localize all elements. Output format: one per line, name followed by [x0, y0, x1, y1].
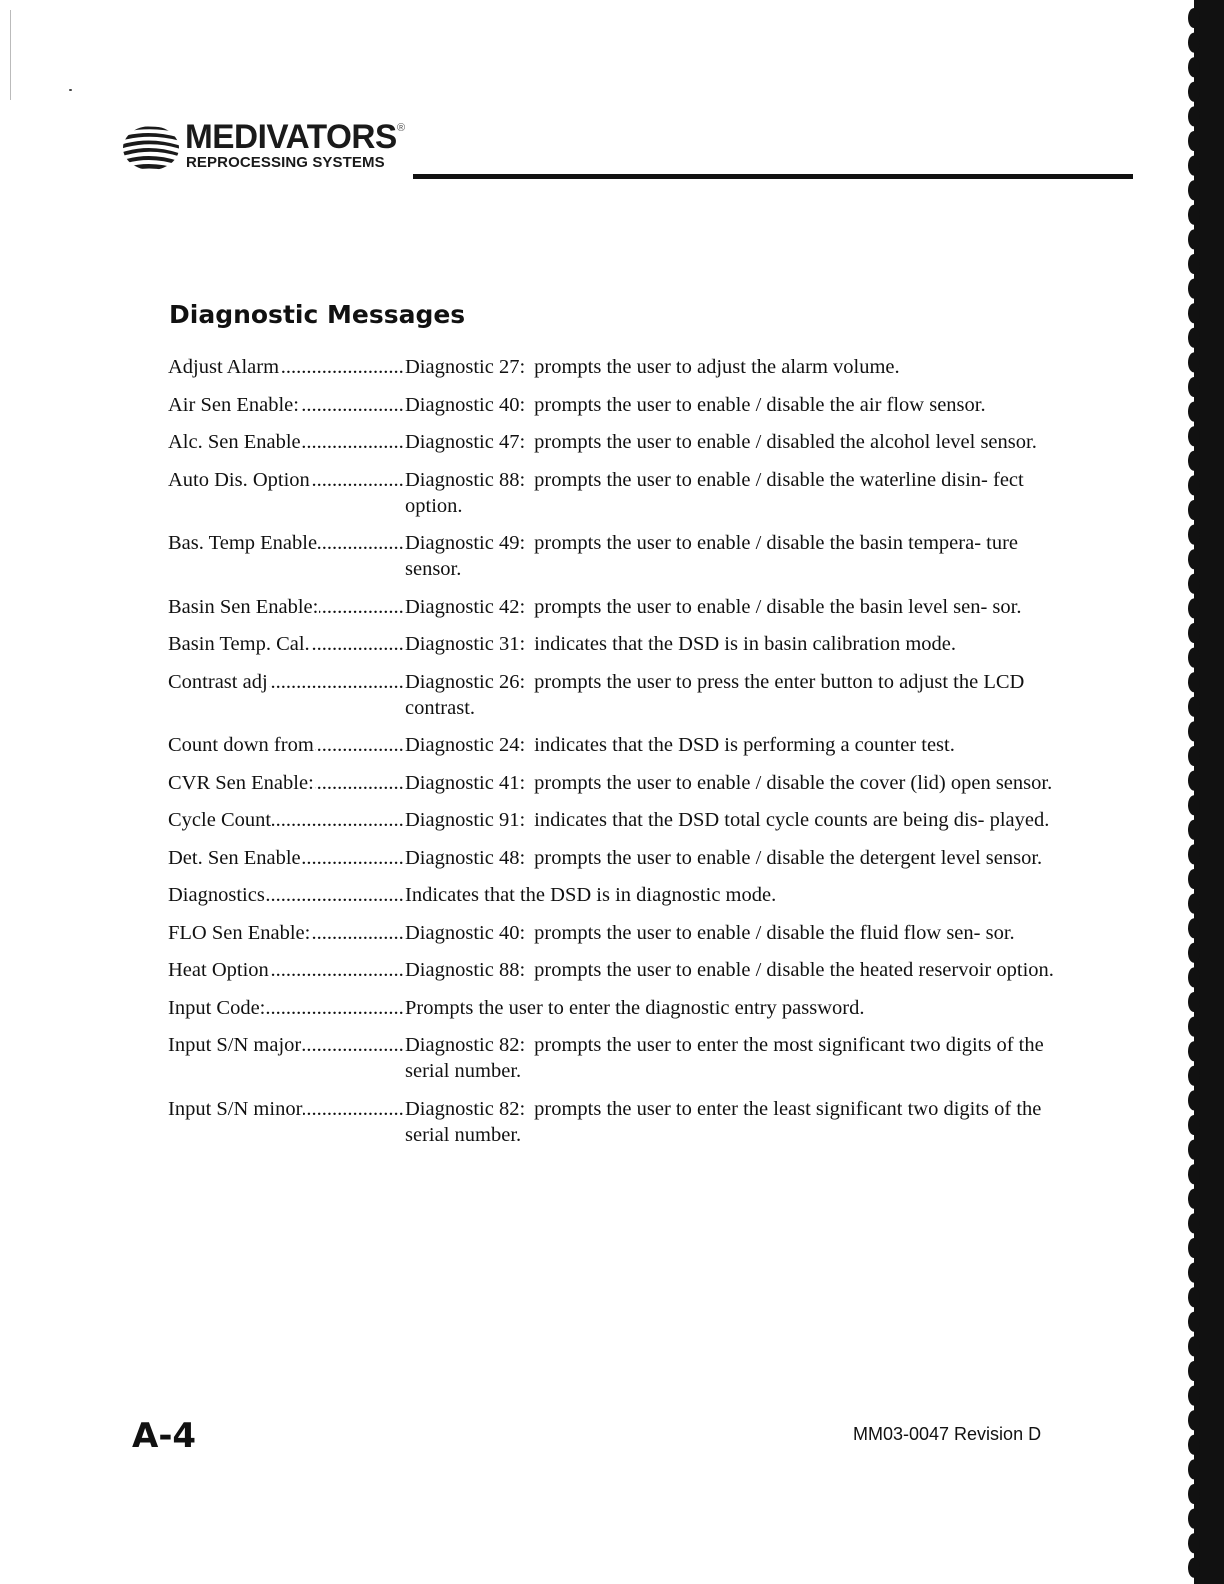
message-definition	[405, 995, 1068, 1021]
message-description: prompts the user to press the enter button to adjust the LCD contrast.	[405, 670, 1025, 719]
message-entry	[168, 530, 1068, 582]
message-term-text: Heat Option	[168, 959, 269, 981]
binding-loop	[1188, 1189, 1200, 1209]
binding-loop	[1188, 475, 1200, 495]
binding-loop	[1188, 279, 1200, 299]
message-entry	[168, 392, 1068, 418]
binding-loop	[1188, 1435, 1200, 1455]
diagnostic-code: Diagnostic 82:	[405, 1097, 526, 1120]
message-description: prompts the user to enable / disable the detergent level sensor.	[534, 846, 1043, 869]
binding-loop	[1188, 426, 1200, 446]
message-term-text: Adjust Alarm	[168, 356, 280, 378]
message-definition	[405, 594, 1068, 620]
message-term-text: Input Code:	[168, 996, 266, 1019]
message-term	[168, 770, 405, 796]
message-term	[168, 669, 405, 695]
diagnostic-code: Diagnostic 49:	[405, 532, 526, 554]
message-description: prompts the user to enter the least significant two digits of the serial number.	[405, 1097, 1042, 1146]
diagnostic-code: Diagnostic 82:	[405, 1034, 526, 1056]
scan-edge-mark	[10, 10, 11, 100]
message-term	[168, 845, 405, 871]
message-definition	[405, 1096, 1068, 1148]
message-description: prompts the user to adjust the alarm volume.	[534, 356, 900, 378]
binding-loop	[1188, 82, 1200, 102]
message-description: prompts the user to enable / disable the air flow sensor.	[534, 393, 986, 416]
message-entry	[168, 770, 1068, 796]
binding-loop	[1188, 254, 1200, 274]
message-term	[168, 920, 405, 946]
spiral-binding	[1172, 0, 1224, 1584]
message-definition	[405, 429, 1068, 455]
binding-loop	[1188, 1287, 1200, 1307]
diagnostic-code: Diagnostic 88:	[405, 468, 526, 491]
binding-loop	[1188, 1164, 1200, 1184]
binding-loop	[1188, 1213, 1200, 1233]
message-entry	[168, 995, 1068, 1021]
message-term	[168, 1032, 405, 1058]
diagnostic-code: Diagnostic 48:	[405, 846, 526, 869]
binding-loop	[1188, 1361, 1200, 1381]
message-term	[168, 807, 405, 833]
binding-loop	[1188, 967, 1200, 987]
message-definition	[405, 920, 1068, 946]
binding-loop	[1188, 697, 1200, 717]
message-entry	[168, 594, 1068, 620]
binding-loop	[1188, 795, 1200, 815]
message-entry	[168, 354, 1068, 380]
binding-loop	[1188, 598, 1200, 618]
message-description: prompts the user to enable / disable the fluid flow sen- sor.	[534, 921, 1015, 944]
message-term-text: Bas. Temp Enable	[168, 532, 318, 554]
message-term-text: Air Sen Enable:	[168, 393, 299, 416]
binding-loop	[1188, 451, 1200, 471]
diagnostic-code: Diagnostic 88:	[405, 959, 526, 981]
binding-loop	[1188, 574, 1200, 594]
section-title: Diagnostic Messages	[169, 300, 466, 329]
binding-loop	[1188, 894, 1200, 914]
message-term-text: Basin Sen Enable:	[168, 595, 319, 618]
binding-loop	[1188, 1410, 1200, 1430]
binding-loop	[1188, 1533, 1200, 1553]
binding-loop	[1188, 623, 1200, 643]
message-term-text: Input S/N major	[168, 1034, 302, 1056]
binding-loop	[1188, 205, 1200, 225]
binding-loop	[1188, 1090, 1200, 1110]
message-entry	[168, 732, 1068, 758]
message-term-text: Det. Sen Enable	[168, 846, 301, 869]
message-description: Prompts the user to enter the diagnostic entry password.	[405, 996, 865, 1019]
message-description: prompts the user to enable / disable the basin tempera- ture sensor.	[405, 532, 1019, 580]
diagnostic-code: Diagnostic 47:	[405, 431, 526, 453]
message-term	[168, 530, 405, 556]
page-header	[122, 118, 1132, 178]
message-description: indicates that the DSD is in basin calibration mode.	[534, 633, 957, 655]
message-entry	[168, 845, 1068, 871]
striped-globe-icon	[122, 124, 180, 172]
binding-loop	[1188, 771, 1200, 791]
message-entry	[168, 669, 1068, 721]
registered-mark: ®	[397, 122, 406, 134]
binding-loop	[1188, 1066, 1200, 1086]
binding-loop	[1188, 1459, 1200, 1479]
binding-loop	[1188, 1140, 1200, 1160]
diagnostic-code: Diagnostic 40:	[405, 921, 526, 944]
binding-loop	[1188, 525, 1200, 545]
message-description: prompts the user to enable / disable the basin level sen- sor.	[534, 595, 1022, 618]
binding-loop	[1188, 1041, 1200, 1061]
message-description: prompts the user to enable / disable the heated reservoir option.	[534, 959, 1054, 981]
diagnostic-code: Diagnostic 26:	[405, 670, 526, 693]
binding-loop	[1188, 131, 1200, 151]
message-term-text: CVR Sen Enable:	[168, 771, 314, 794]
message-description: prompts the user to enable / disable the cover (lid) open sensor.	[534, 771, 1053, 794]
message-definition	[405, 770, 1068, 796]
binding-loop	[1188, 844, 1200, 864]
brand-subtitle: REPROCESSING SYSTEMS	[186, 154, 385, 171]
diagnostic-code: Diagnostic 40:	[405, 393, 526, 416]
binding-loop	[1188, 943, 1200, 963]
binding-loop	[1188, 328, 1200, 348]
message-definition	[405, 845, 1068, 871]
message-term	[168, 631, 405, 657]
binding-loop	[1188, 869, 1200, 889]
message-term-text: Alc. Sen Enable	[168, 431, 301, 453]
message-term	[168, 354, 405, 380]
message-entry	[168, 1032, 1068, 1084]
message-term	[168, 995, 405, 1021]
message-term-text: Auto Dis. Option	[168, 468, 310, 491]
binding-loop	[1188, 106, 1200, 126]
binding-loop	[1188, 549, 1200, 569]
diagnostic-message-list	[168, 354, 1068, 1159]
diagnostic-code: Diagnostic 91:	[405, 809, 526, 831]
message-term	[168, 594, 405, 620]
binding-loop	[1188, 1558, 1200, 1578]
message-term-text: Cycle Count	[168, 809, 272, 831]
binding-loop	[1188, 746, 1200, 766]
message-term-text: Input S/N minor	[168, 1097, 303, 1120]
diagnostic-code: Diagnostic 31:	[405, 633, 526, 655]
message-term-text: Diagnostics	[168, 884, 265, 906]
diagnostic-code: Diagnostic 42:	[405, 595, 526, 618]
binding-loop	[1188, 180, 1200, 200]
binding-loop	[1188, 1017, 1200, 1037]
message-entry	[168, 429, 1068, 455]
binding-loop	[1188, 648, 1200, 668]
message-term-text: Basin Temp. Cal.	[168, 633, 310, 655]
message-description: prompts the user to enable / disabled the alcohol level sensor.	[534, 431, 1037, 453]
binding-loop	[1188, 992, 1200, 1012]
message-term	[168, 467, 405, 493]
message-definition	[405, 1032, 1068, 1084]
binding-loop	[1188, 303, 1200, 323]
binding-loop	[1188, 352, 1200, 372]
message-definition	[405, 807, 1068, 833]
message-term	[168, 882, 405, 908]
binding-loop	[1188, 1336, 1200, 1356]
binding-loop	[1188, 402, 1200, 422]
page-number: A-4	[132, 1416, 197, 1456]
message-entry	[168, 920, 1068, 946]
binding-loop	[1188, 1484, 1200, 1504]
binding-loop	[1188, 1115, 1200, 1135]
binding-loop	[1188, 33, 1200, 53]
brand-name: MEDIVATORS	[185, 118, 397, 156]
message-definition	[405, 354, 1068, 380]
binding-loop	[1188, 229, 1200, 249]
binding-loop	[1188, 1263, 1200, 1283]
binding-loop	[1188, 918, 1200, 938]
binding-loop	[1188, 1386, 1200, 1406]
message-definition	[405, 530, 1068, 582]
message-term	[168, 732, 405, 758]
binding-loop	[1188, 721, 1200, 741]
diagnostic-code: Diagnostic 24:	[405, 734, 526, 756]
scan-speck	[69, 89, 72, 91]
header-rule	[413, 174, 1133, 179]
message-entry	[168, 807, 1068, 833]
binding-loop	[1188, 1238, 1200, 1258]
binding-loop	[1188, 820, 1200, 840]
diagnostic-code: Diagnostic 27:	[405, 356, 526, 378]
message-entry	[168, 957, 1068, 983]
binding-loop	[1188, 57, 1200, 77]
binding-loop	[1188, 672, 1200, 692]
binding-loop	[1188, 156, 1200, 176]
message-term	[168, 957, 405, 983]
message-definition	[405, 957, 1068, 983]
message-definition	[405, 882, 1068, 908]
message-description: prompts the user to enter the most significant two digits of the serial number.	[405, 1034, 1044, 1082]
message-definition	[405, 631, 1068, 657]
message-description: indicates that the DSD is performing a counter test.	[534, 734, 955, 756]
message-entry	[168, 631, 1068, 657]
message-definition	[405, 467, 1068, 519]
binding-loop	[1188, 500, 1200, 520]
diagnostic-code: Diagnostic 41:	[405, 771, 526, 794]
binding-loop	[1188, 1312, 1200, 1332]
message-description: indicates that the DSD total cycle counts are being dis- played.	[534, 809, 1050, 831]
binding-loop	[1188, 1509, 1200, 1529]
document-revision: MM03-0047 Revision D	[853, 1424, 1042, 1444]
message-definition	[405, 669, 1068, 721]
message-term	[168, 392, 405, 418]
binding-loop	[1188, 8, 1200, 28]
message-description: Indicates that the DSD is in diagnostic mode.	[405, 884, 777, 906]
message-term	[168, 429, 405, 455]
message-definition	[405, 392, 1068, 418]
message-definition	[405, 732, 1068, 758]
message-term-text: Count down from	[168, 734, 314, 756]
message-description: prompts the user to enable / disable the waterline disin- fect option.	[405, 468, 1024, 517]
message-entry	[168, 467, 1068, 519]
message-term	[168, 1096, 405, 1122]
message-term-text: Contrast adj	[168, 670, 268, 693]
message-term-text: FLO Sen Enable:	[168, 921, 311, 944]
message-entry	[168, 882, 1068, 908]
binding-loop	[1188, 377, 1200, 397]
message-entry	[168, 1096, 1068, 1148]
